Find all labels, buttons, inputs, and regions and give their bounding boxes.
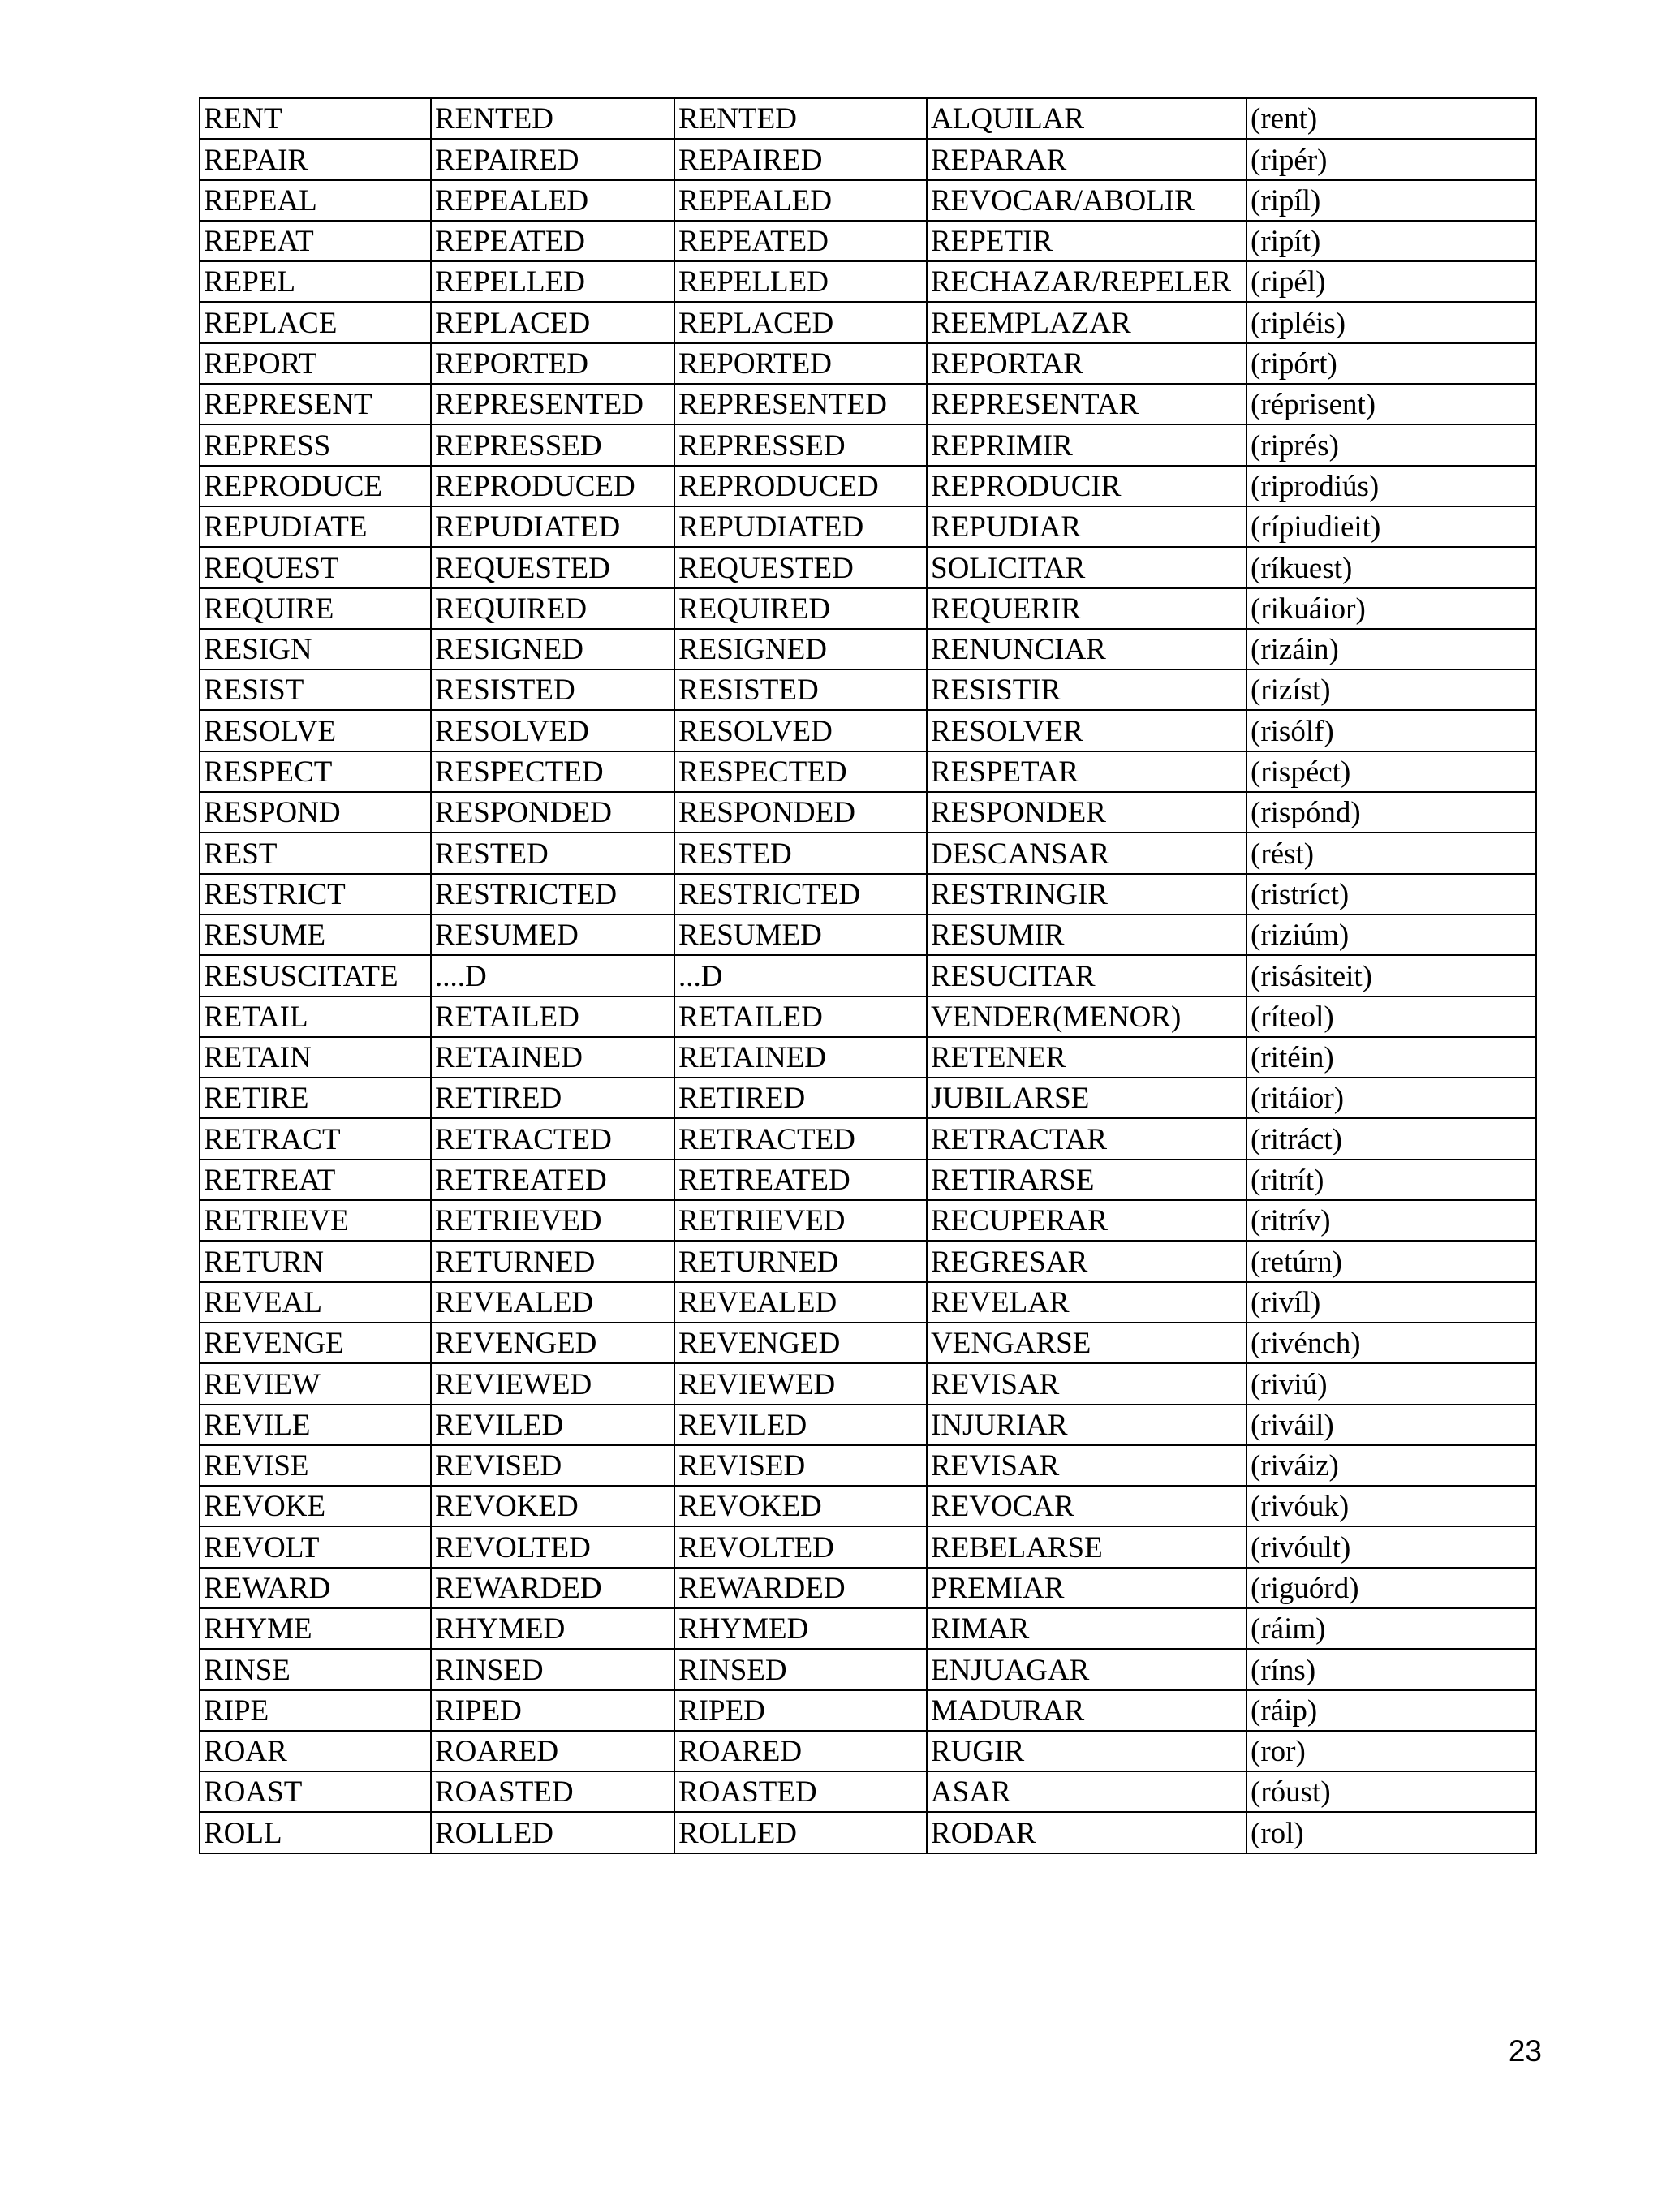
pronunciation-cell: (rivénch) <box>1246 1323 1536 1363</box>
spanish-translation-cell: REQUERIR <box>927 588 1246 629</box>
pronunciation-cell: (rivóuk) <box>1246 1486 1536 1526</box>
verb-participle-cell: RESISTED <box>674 669 927 710</box>
verb-infinitive-cell: RESPOND <box>200 792 431 833</box>
spanish-translation-cell: DESCANSAR <box>927 833 1246 873</box>
verb-participle-cell: RETRACTED <box>674 1118 927 1159</box>
verb-participle-cell: ROASTED <box>674 1771 927 1812</box>
verb-past-cell: RENTED <box>431 98 674 139</box>
verb-past-cell: RETAILED <box>431 996 674 1037</box>
verb-past-cell: REWARDED <box>431 1568 674 1608</box>
verb-infinitive-cell: REVEAL <box>200 1282 431 1323</box>
verb-table <box>199 97 1537 1854</box>
verb-past-cell: RETURNED <box>431 1241 674 1281</box>
table-row <box>200 139 1536 179</box>
verb-participle-cell: REPRESSED <box>674 424 927 465</box>
verb-participle-cell: REPRESENTED <box>674 384 927 424</box>
verb-past-cell: RESISTED <box>431 669 674 710</box>
pronunciation-cell: (riguórd) <box>1246 1568 1536 1608</box>
verb-past-cell: REVENGED <box>431 1323 674 1363</box>
verb-infinitive-cell: REVILE <box>200 1405 431 1445</box>
pronunciation-cell: (rést) <box>1246 833 1536 873</box>
verb-infinitive-cell: REPEL <box>200 261 431 302</box>
spanish-translation-cell: REPORTAR <box>927 343 1246 384</box>
table-row <box>200 629 1536 669</box>
verb-participle-cell: ROARED <box>674 1731 927 1771</box>
table-row <box>200 1160 1536 1200</box>
spanish-translation-cell: REPRODUCIR <box>927 466 1246 506</box>
verb-infinitive-cell: RESPECT <box>200 751 431 792</box>
verb-infinitive-cell: RETRACT <box>200 1118 431 1159</box>
verb-participle-cell: RESUMED <box>674 914 927 955</box>
spanish-translation-cell: RESPONDER <box>927 792 1246 833</box>
pronunciation-cell: (rikuáior) <box>1246 588 1536 629</box>
verb-participle-cell: REPAIRED <box>674 139 927 179</box>
verb-infinitive-cell: REPEAL <box>200 180 431 221</box>
verb-participle-cell: RENTED <box>674 98 927 139</box>
verb-infinitive-cell: REPRESENT <box>200 384 431 424</box>
verb-past-cell: REQUIRED <box>431 588 674 629</box>
verb-past-cell: RESOLVED <box>431 710 674 751</box>
spanish-translation-cell: VENDER(MENOR) <box>927 996 1246 1037</box>
spanish-translation-cell: PREMIAR <box>927 1568 1246 1608</box>
verb-table-body <box>200 98 1536 1853</box>
verb-infinitive-cell: REPORT <box>200 343 431 384</box>
spanish-translation-cell: JUBILARSE <box>927 1078 1246 1118</box>
verb-past-cell: RESTED <box>431 833 674 873</box>
verb-past-cell: RINSED <box>431 1649 674 1689</box>
pronunciation-cell: (riprés) <box>1246 424 1536 465</box>
verb-participle-cell: RETIRED <box>674 1078 927 1118</box>
table-row <box>200 1690 1536 1731</box>
spanish-translation-cell: RESUCITAR <box>927 955 1246 996</box>
table-row <box>200 1608 1536 1649</box>
verb-participle-cell: REVENGED <box>674 1323 927 1363</box>
pronunciation-cell: (ritrít) <box>1246 1160 1536 1200</box>
spanish-translation-cell: REPRIMIR <box>927 424 1246 465</box>
verb-past-cell: RETRACTED <box>431 1118 674 1159</box>
verb-infinitive-cell: REPRESS <box>200 424 431 465</box>
verb-past-cell: ROARED <box>431 1731 674 1771</box>
table-row <box>200 1405 1536 1445</box>
verb-participle-cell: REQUESTED <box>674 547 927 587</box>
spanish-translation-cell: RESUMIR <box>927 914 1246 955</box>
verb-participle-cell: REPEALED <box>674 180 927 221</box>
verb-infinitive-cell: RESTRICT <box>200 874 431 914</box>
spanish-translation-cell: ALQUILAR <box>927 98 1246 139</box>
verb-infinitive-cell: REVOKE <box>200 1486 431 1526</box>
table-row <box>200 1812 1536 1853</box>
spanish-translation-cell: RETRACTAR <box>927 1118 1246 1159</box>
verb-past-cell: REVOLTED <box>431 1526 674 1567</box>
table-row <box>200 1649 1536 1689</box>
table-row <box>200 1363 1536 1404</box>
spanish-translation-cell: ASAR <box>927 1771 1246 1812</box>
pronunciation-cell: (ritráct) <box>1246 1118 1536 1159</box>
verb-participle-cell: RESPONDED <box>674 792 927 833</box>
verb-past-cell: REVOKED <box>431 1486 674 1526</box>
verb-infinitive-cell: RETAIL <box>200 996 431 1037</box>
pronunciation-cell: (róust) <box>1246 1771 1536 1812</box>
verb-infinitive-cell: REVOLT <box>200 1526 431 1567</box>
pronunciation-cell: (ríkuest) <box>1246 547 1536 587</box>
verb-past-cell: RHYMED <box>431 1608 674 1649</box>
page-number: 23 <box>1508 2034 1542 2068</box>
spanish-translation-cell: RIMAR <box>927 1608 1246 1649</box>
verb-infinitive-cell: RESIGN <box>200 629 431 669</box>
verb-past-cell: ....D <box>431 955 674 996</box>
verb-infinitive-cell: REPLACE <box>200 302 431 342</box>
pronunciation-cell: (rivóult) <box>1246 1526 1536 1567</box>
verb-past-cell: REQUESTED <box>431 547 674 587</box>
spanish-translation-cell: RESISTIR <box>927 669 1246 710</box>
verb-infinitive-cell: REQUIRE <box>200 588 431 629</box>
verb-infinitive-cell: ROLL <box>200 1812 431 1853</box>
table-row <box>200 1445 1536 1486</box>
verb-participle-cell: REVOKED <box>674 1486 927 1526</box>
verb-participle-cell: RESOLVED <box>674 710 927 751</box>
pronunciation-cell: (ritáior) <box>1246 1078 1536 1118</box>
table-row <box>200 914 1536 955</box>
verb-participle-cell: REVIEWED <box>674 1363 927 1404</box>
verb-participle-cell: RETAILED <box>674 996 927 1037</box>
table-row <box>200 180 1536 221</box>
table-row <box>200 1200 1536 1241</box>
verb-past-cell: RETAINED <box>431 1037 674 1078</box>
verb-participle-cell: RIPED <box>674 1690 927 1731</box>
spanish-translation-cell: MADURAR <box>927 1690 1246 1731</box>
spanish-translation-cell: RESOLVER <box>927 710 1246 751</box>
verb-infinitive-cell: REVISE <box>200 1445 431 1486</box>
verb-past-cell: RETRIEVED <box>431 1200 674 1241</box>
table-row <box>200 955 1536 996</box>
pronunciation-cell: (réprisent) <box>1246 384 1536 424</box>
spanish-translation-cell: VENGARSE <box>927 1323 1246 1363</box>
verb-past-cell: RESPONDED <box>431 792 674 833</box>
pronunciation-cell: (ristríct) <box>1246 874 1536 914</box>
pronunciation-cell: (ripléis) <box>1246 302 1536 342</box>
verb-participle-cell: REVISED <box>674 1445 927 1486</box>
verb-past-cell: REPEATED <box>431 221 674 261</box>
table-row <box>200 792 1536 833</box>
verb-past-cell: RESIGNED <box>431 629 674 669</box>
verb-past-cell: REVIEWED <box>431 1363 674 1404</box>
spanish-translation-cell: REVOCAR <box>927 1486 1246 1526</box>
verb-infinitive-cell: RETREAT <box>200 1160 431 1200</box>
table-row <box>200 424 1536 465</box>
table-row <box>200 751 1536 792</box>
pronunciation-cell: (rispónd) <box>1246 792 1536 833</box>
verb-infinitive-cell: REPUDIATE <box>200 506 431 547</box>
pronunciation-cell: (ror) <box>1246 1731 1536 1771</box>
verb-participle-cell: RETAINED <box>674 1037 927 1078</box>
verb-participle-cell: REVILED <box>674 1405 927 1445</box>
table-row <box>200 1731 1536 1771</box>
verb-infinitive-cell: RETIRE <box>200 1078 431 1118</box>
spanish-translation-cell: RODAR <box>927 1812 1246 1853</box>
spanish-translation-cell: REVELAR <box>927 1282 1246 1323</box>
spanish-translation-cell: RESPETAR <box>927 751 1246 792</box>
verb-past-cell: RETREATED <box>431 1160 674 1200</box>
pronunciation-cell: (ritéin) <box>1246 1037 1536 1078</box>
spanish-translation-cell: INJURIAR <box>927 1405 1246 1445</box>
verb-participle-cell: REPUDIATED <box>674 506 927 547</box>
verb-participle-cell: REVEALED <box>674 1282 927 1323</box>
verb-past-cell: RESTRICTED <box>431 874 674 914</box>
spanish-translation-cell: REPUDIAR <box>927 506 1246 547</box>
verb-past-cell: REPUDIATED <box>431 506 674 547</box>
spanish-translation-cell: REPARAR <box>927 139 1246 179</box>
verb-infinitive-cell: RETRIEVE <box>200 1200 431 1241</box>
verb-past-cell: REPEALED <box>431 180 674 221</box>
pronunciation-cell: (ripórt) <box>1246 343 1536 384</box>
verb-participle-cell: RETREATED <box>674 1160 927 1200</box>
verb-participle-cell: ...D <box>674 955 927 996</box>
verb-participle-cell: RESTED <box>674 833 927 873</box>
table-row <box>200 1078 1536 1118</box>
pronunciation-cell: (risásiteit) <box>1246 955 1536 996</box>
table-row <box>200 874 1536 914</box>
pronunciation-cell: (riváiz) <box>1246 1445 1536 1486</box>
verb-participle-cell: RINSED <box>674 1649 927 1689</box>
verb-past-cell: ROASTED <box>431 1771 674 1812</box>
table-row <box>200 1037 1536 1078</box>
verb-past-cell: REVEALED <box>431 1282 674 1323</box>
verb-infinitive-cell: REVENGE <box>200 1323 431 1363</box>
table-row <box>200 833 1536 873</box>
spanish-translation-cell: RENUNCIAR <box>927 629 1246 669</box>
verb-infinitive-cell: ROAR <box>200 1731 431 1771</box>
pronunciation-cell: (rivíl) <box>1246 1282 1536 1323</box>
pronunciation-cell: (rizáin) <box>1246 629 1536 669</box>
verb-infinitive-cell: REWARD <box>200 1568 431 1608</box>
table-row <box>200 1241 1536 1281</box>
table-row <box>200 1282 1536 1323</box>
verb-past-cell: REPORTED <box>431 343 674 384</box>
verb-past-cell: RESUMED <box>431 914 674 955</box>
pronunciation-cell: (rispéct) <box>1246 751 1536 792</box>
table-row <box>200 384 1536 424</box>
verb-participle-cell: REPRODUCED <box>674 466 927 506</box>
verb-past-cell: REPRESENTED <box>431 384 674 424</box>
table-row <box>200 221 1536 261</box>
spanish-translation-cell: REVISAR <box>927 1445 1246 1486</box>
table-row <box>200 261 1536 302</box>
pronunciation-cell: (riprodiús) <box>1246 466 1536 506</box>
verb-participle-cell: REPELLED <box>674 261 927 302</box>
spanish-translation-cell: ENJUAGAR <box>927 1649 1246 1689</box>
verb-past-cell: RETIRED <box>431 1078 674 1118</box>
pronunciation-cell: (ráip) <box>1246 1690 1536 1731</box>
table-row <box>200 466 1536 506</box>
pronunciation-cell: (ripít) <box>1246 221 1536 261</box>
spanish-translation-cell: RECUPERAR <box>927 1200 1246 1241</box>
verb-participle-cell: REWARDED <box>674 1568 927 1608</box>
spanish-translation-cell: REPRESENTAR <box>927 384 1246 424</box>
verb-infinitive-cell: RIPE <box>200 1690 431 1731</box>
spanish-translation-cell: REGRESAR <box>927 1241 1246 1281</box>
verb-participle-cell: RESTRICTED <box>674 874 927 914</box>
spanish-translation-cell: REVOCAR/ABOLIR <box>927 180 1246 221</box>
spanish-translation-cell: REPETIR <box>927 221 1246 261</box>
verb-infinitive-cell: REPEAT <box>200 221 431 261</box>
verb-participle-cell: RETURNED <box>674 1241 927 1281</box>
pronunciation-cell: (rípiudieit) <box>1246 506 1536 547</box>
spanish-translation-cell: RECHAZAR/REPELER <box>927 261 1246 302</box>
verb-infinitive-cell: RESUSCITATE <box>200 955 431 996</box>
verb-past-cell: REPRESSED <box>431 424 674 465</box>
table-row <box>200 1771 1536 1812</box>
verb-past-cell: REPAIRED <box>431 139 674 179</box>
verb-participle-cell: RETRIEVED <box>674 1200 927 1241</box>
pronunciation-cell: (ripél) <box>1246 261 1536 302</box>
pronunciation-cell: (ríteol) <box>1246 996 1536 1037</box>
verb-infinitive-cell: REQUEST <box>200 547 431 587</box>
verb-infinitive-cell: ROAST <box>200 1771 431 1812</box>
table-row <box>200 710 1536 751</box>
spanish-translation-cell: RETENER <box>927 1037 1246 1078</box>
verb-infinitive-cell: RESIST <box>200 669 431 710</box>
spanish-translation-cell: REVISAR <box>927 1363 1246 1404</box>
verb-participle-cell: REPLACED <box>674 302 927 342</box>
pronunciation-cell: (ráim) <box>1246 1608 1536 1649</box>
pronunciation-cell: (risólf) <box>1246 710 1536 751</box>
pronunciation-cell: (riziúm) <box>1246 914 1536 955</box>
table-row <box>200 669 1536 710</box>
spanish-translation-cell: RUGIR <box>927 1731 1246 1771</box>
verb-participle-cell: ROLLED <box>674 1812 927 1853</box>
verb-past-cell: REPRODUCED <box>431 466 674 506</box>
verb-infinitive-cell: RETAIN <box>200 1037 431 1078</box>
pronunciation-cell: (retúrn) <box>1246 1241 1536 1281</box>
table-row <box>200 588 1536 629</box>
pronunciation-cell: (rol) <box>1246 1812 1536 1853</box>
pronunciation-cell: (riviú) <box>1246 1363 1536 1404</box>
verb-participle-cell: REQUIRED <box>674 588 927 629</box>
verb-past-cell: RIPED <box>431 1690 674 1731</box>
table-row <box>200 996 1536 1037</box>
table-row <box>200 302 1536 342</box>
verb-infinitive-cell: REST <box>200 833 431 873</box>
verb-infinitive-cell: REPRODUCE <box>200 466 431 506</box>
verb-participle-cell: REPEATED <box>674 221 927 261</box>
verb-past-cell: REPELLED <box>431 261 674 302</box>
spanish-translation-cell: RETIRARSE <box>927 1160 1246 1200</box>
table-row <box>200 547 1536 587</box>
table-row <box>200 1526 1536 1567</box>
pronunciation-cell: (rizíst) <box>1246 669 1536 710</box>
verb-infinitive-cell: RHYME <box>200 1608 431 1649</box>
spanish-translation-cell: REBELARSE <box>927 1526 1246 1567</box>
verb-past-cell: REPLACED <box>431 302 674 342</box>
table-row <box>200 1568 1536 1608</box>
verb-infinitive-cell: RENT <box>200 98 431 139</box>
table-row <box>200 1486 1536 1526</box>
verb-participle-cell: REPORTED <box>674 343 927 384</box>
verb-infinitive-cell: REPAIR <box>200 139 431 179</box>
table-row <box>200 1323 1536 1363</box>
verb-past-cell: REVILED <box>431 1405 674 1445</box>
spanish-translation-cell: RESTRINGIR <box>927 874 1246 914</box>
table-row <box>200 506 1536 547</box>
verb-past-cell: RESPECTED <box>431 751 674 792</box>
spanish-translation-cell: REEMPLAZAR <box>927 302 1246 342</box>
verb-participle-cell: RHYMED <box>674 1608 927 1649</box>
verb-past-cell: ROLLED <box>431 1812 674 1853</box>
spanish-translation-cell: SOLICITAR <box>927 547 1246 587</box>
verb-infinitive-cell: RINSE <box>200 1649 431 1689</box>
verb-participle-cell: RESPECTED <box>674 751 927 792</box>
table-row <box>200 343 1536 384</box>
verb-participle-cell: REVOLTED <box>674 1526 927 1567</box>
pronunciation-cell: (ríns) <box>1246 1649 1536 1689</box>
table-row <box>200 98 1536 139</box>
pronunciation-cell: (rent) <box>1246 98 1536 139</box>
pronunciation-cell: (ripíl) <box>1246 180 1536 221</box>
verb-participle-cell: RESIGNED <box>674 629 927 669</box>
pronunciation-cell: (riváil) <box>1246 1405 1536 1445</box>
verb-infinitive-cell: RETURN <box>200 1241 431 1281</box>
verb-infinitive-cell: RESOLVE <box>200 710 431 751</box>
verb-infinitive-cell: REVIEW <box>200 1363 431 1404</box>
verb-infinitive-cell: RESUME <box>200 914 431 955</box>
table-row <box>200 1118 1536 1159</box>
pronunciation-cell: (ritrív) <box>1246 1200 1536 1241</box>
pronunciation-cell: (ripér) <box>1246 139 1536 179</box>
verb-past-cell: REVISED <box>431 1445 674 1486</box>
